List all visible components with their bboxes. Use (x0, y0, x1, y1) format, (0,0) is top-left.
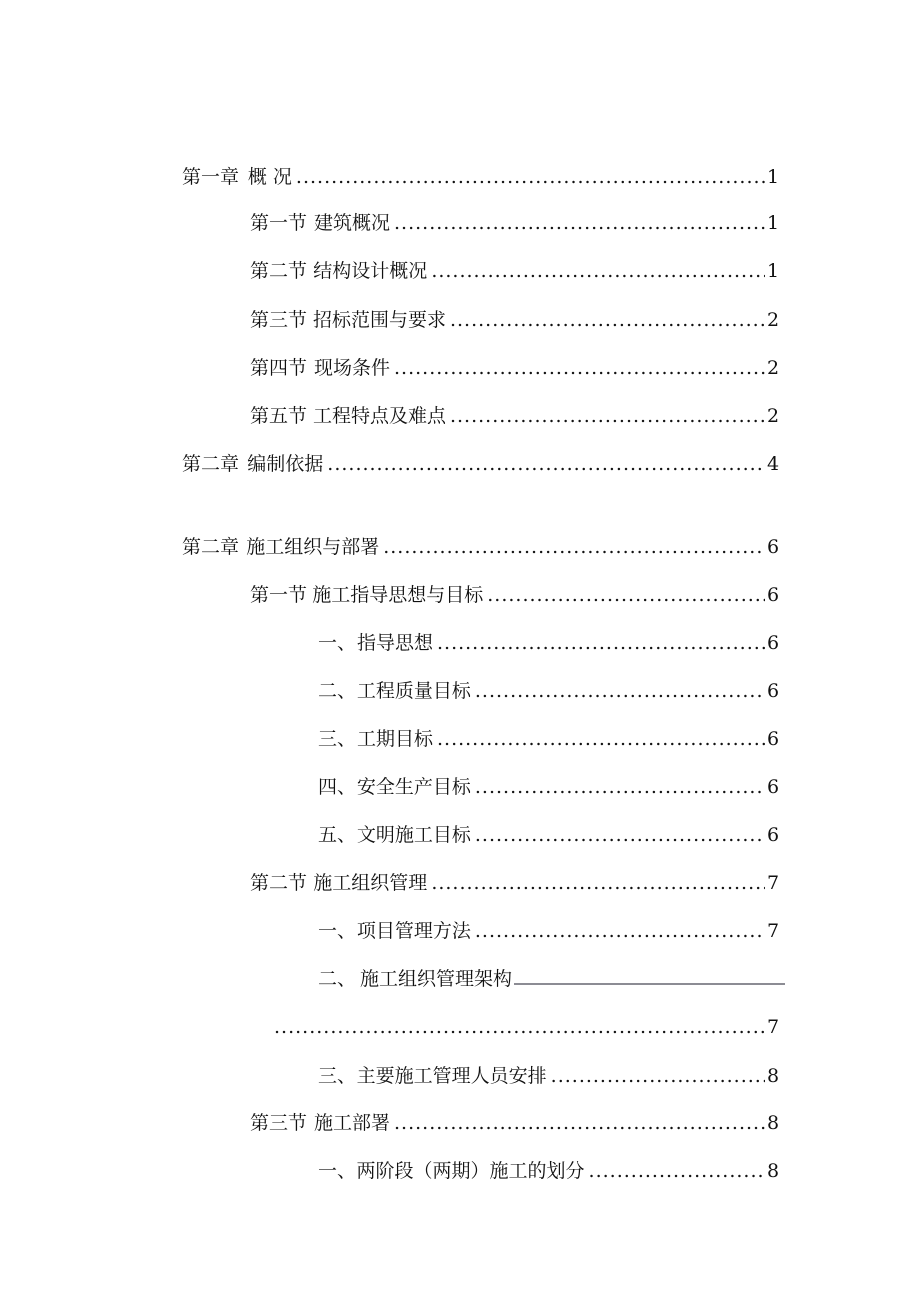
entry-number: 第一节 (250, 212, 308, 234)
entry-title: 建筑概况 (314, 212, 391, 234)
dot-leader (475, 772, 765, 802)
page-number: 6 (767, 536, 780, 558)
entry-number: 第三节 (250, 1112, 308, 1134)
dot-leader (394, 208, 765, 238)
page-number: 2 (767, 309, 780, 331)
entry-title: 工程特点及难点 (312, 405, 446, 427)
entry-number: 第二章 (182, 536, 240, 558)
entry-number: 第一章 (182, 166, 240, 188)
toc-entry-section-3-2[interactable] (250, 868, 779, 898)
page-number: 4 (767, 453, 780, 475)
dot-leader (296, 162, 765, 192)
page-number: 6 (767, 584, 780, 606)
entry-title: 两阶段（两期）施工的划分 (356, 1160, 585, 1182)
toc-entry-item-3-1-2[interactable] (318, 676, 779, 706)
page-number: 7 (767, 920, 780, 942)
toc-entry-item-3-2-3[interactable] (318, 1061, 779, 1091)
dot-leader (487, 580, 765, 610)
page-number: 8 (767, 1112, 780, 1134)
entry-title: 工程质量目标 (356, 680, 471, 702)
page-number: 6 (767, 824, 780, 846)
page-number: 6 (767, 728, 780, 750)
dot-leader (450, 305, 765, 335)
dot-leader (551, 1061, 765, 1091)
entry-number: 二、 (318, 680, 357, 702)
dot-leader (450, 401, 765, 431)
entry-number: 第四节 (250, 357, 308, 379)
entry-title: 施工指导思想与目标 (312, 584, 484, 606)
entry-number: 第五节 (250, 405, 308, 427)
dot-leader (383, 532, 765, 562)
page-number: 7 (767, 1016, 780, 1038)
dot-leader (475, 676, 765, 706)
toc-entry-item-3-2-2[interactable] (318, 964, 779, 994)
entry-number: 三、 (318, 728, 357, 750)
entry-title: 施工部署 (314, 1112, 391, 1134)
toc-entry-item-3-2-2-continuation[interactable] (274, 1012, 779, 1042)
toc-entry-chapter-3[interactable] (182, 532, 779, 562)
toc-entry-section-3-1[interactable] (250, 580, 779, 610)
entry-number: 一、 (318, 1160, 357, 1182)
ruled-line (514, 983, 785, 985)
toc-entry-section-1-2[interactable] (250, 256, 779, 286)
entry-number: 第二节 (250, 872, 308, 894)
page-number: 1 (767, 260, 780, 282)
entry-title: 施工组织管理架构 (360, 968, 513, 990)
page-number: 8 (767, 1160, 780, 1182)
entry-number: 五、 (318, 824, 357, 846)
dot-leader (437, 628, 765, 658)
toc-entry-item-3-1-4[interactable] (318, 772, 779, 802)
entry-title: 施工组织管理 (313, 872, 428, 894)
entry-number: 一、 (318, 632, 357, 654)
page-number: 6 (767, 776, 780, 798)
toc-entry-item-3-1-1[interactable] (318, 628, 779, 658)
page-number: 1 (767, 212, 780, 234)
entry-title: 项目管理方法 (356, 920, 471, 942)
entry-title: 结构设计概况 (313, 260, 428, 282)
dot-leader (475, 820, 765, 850)
dot-leader (327, 449, 765, 479)
entry-title: 现场条件 (314, 357, 391, 379)
entry-number: 一、 (318, 920, 357, 942)
entry-title: 工期目标 (356, 728, 433, 750)
page-number: 7 (767, 872, 780, 894)
toc-entry-section-3-3[interactable] (250, 1108, 779, 1138)
dot-leader (274, 1012, 765, 1042)
entry-number: 三、 (318, 1065, 357, 1087)
entry-number: 第二节 (250, 260, 308, 282)
toc-entry-chapter-2[interactable] (182, 449, 779, 479)
entry-title: 指导思想 (356, 632, 433, 654)
toc-entry-item-3-1-3[interactable] (318, 724, 779, 754)
toc-entry-item-3-1-5[interactable] (318, 820, 779, 850)
entry-number: 第二章 (182, 453, 240, 475)
dot-leader (475, 916, 765, 946)
entry-title: 施工组织与部署 (246, 536, 380, 558)
dot-leader (431, 868, 765, 898)
entry-title: 概 况 (247, 166, 292, 188)
toc-entry-section-1-5[interactable] (250, 401, 779, 431)
dot-leader (394, 353, 765, 383)
dot-leader (394, 1108, 765, 1138)
page-number: 6 (767, 680, 780, 702)
page-number: 6 (767, 632, 780, 654)
entry-title: 招标范围与要求 (312, 309, 446, 331)
toc-entry-section-1-4[interactable] (250, 353, 779, 383)
entry-number: 第一节 (250, 584, 308, 606)
page-number: 2 (767, 405, 780, 427)
toc-entry-chapter-1[interactable] (182, 162, 779, 192)
page-number: 2 (767, 357, 780, 379)
toc-entry-item-3-3-1[interactable] (318, 1156, 779, 1186)
entry-title: 文明施工目标 (356, 824, 471, 846)
toc-entry-section-1-1[interactable] (250, 208, 779, 238)
page-number: 1 (767, 166, 780, 188)
dot-leader (431, 256, 765, 286)
toc-entry-section-1-3[interactable] (250, 305, 779, 335)
dot-leader (589, 1156, 765, 1186)
dot-leader (437, 724, 765, 754)
entry-number: 四、 (318, 776, 357, 798)
page-number: 8 (767, 1065, 780, 1087)
toc-entry-item-3-2-1[interactable] (318, 916, 779, 946)
entry-title: 安全生产目标 (356, 776, 471, 798)
entry-number: 第三节 (250, 309, 308, 331)
entry-title: 编制依据 (247, 453, 324, 475)
entry-number: 二、 (318, 968, 357, 990)
entry-title: 主要施工管理人员安排 (356, 1065, 547, 1087)
